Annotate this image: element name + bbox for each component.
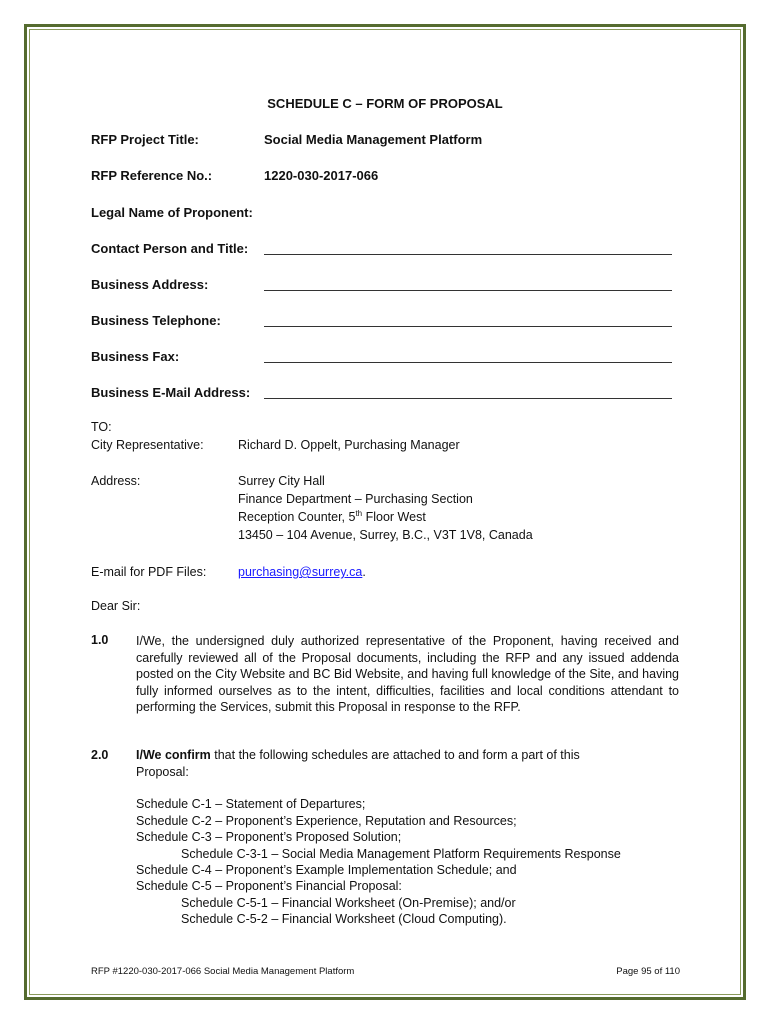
section-text-2-line-2: Proposal: <box>136 765 189 779</box>
address-line-3 <box>238 510 426 524</box>
address-label: Address: <box>91 474 141 488</box>
business-fax-label: Business Fax: <box>91 349 180 364</box>
address-line-3-tail: Floor West <box>362 510 426 524</box>
schedule-subitem: Schedule C-5-1 – Financial Worksheet (On-Premise); and/or <box>181 896 516 910</box>
business-telephone-label: Business Telephone: <box>91 313 221 328</box>
project-title-value: Social Media Management Platform <box>264 132 483 147</box>
business-address-label: Business Address: <box>91 277 209 292</box>
page-title: SCHEDULE C – FORM OF PROPOSAL <box>267 96 503 111</box>
legal-name-label: Legal Name of Proponent: <box>91 205 253 220</box>
confirm-lead: I/We confirm <box>136 748 211 762</box>
reference-label: RFP Reference No.: <box>91 168 213 183</box>
business-address-line[interactable] <box>264 290 672 291</box>
address-line-3-text: Reception Counter, 5 <box>238 510 356 524</box>
section-number-2: 2.0 <box>91 748 109 762</box>
salutation: Dear Sir: <box>91 599 141 613</box>
schedule-item: Schedule C-2 – Proponent’s Experience, Reputation and Resources; <box>136 814 517 828</box>
address-line-4: 13450 – 104 Avenue, Surrey, B.C., V3T 1V8, Canada <box>238 528 533 542</box>
ordinal-suffix: th <box>355 508 363 518</box>
project-title-label: RFP Project Title: <box>91 132 199 147</box>
business-email-label: Business E-Mail Address: <box>91 385 251 400</box>
email-period: . <box>362 565 366 579</box>
business-fax-line[interactable] <box>264 362 672 363</box>
schedule-subitem: Schedule C-3-1 – Social Media Management Platform Requirements Response <box>181 847 621 861</box>
pdf-email-label: E-mail for PDF Files: <box>91 565 207 579</box>
pdf-email-value <box>238 565 366 579</box>
section-text-2-line-1 <box>136 748 580 762</box>
schedule-item: Schedule C-4 – Proponent’s Example Implementation Schedule; and <box>136 863 517 877</box>
confirm-rest: that the following schedules are attached to and form a part of this <box>210 748 580 762</box>
section-text-1: I/We, the undersigned duly authorized representative of the Proponent, having received and carefully reviewed all of the Proposal documents, including the RFP and any issued addenda posted on the City Website and BC Bid Website, and having full knowledge of the Site, and having fully informed ourselves as to the intent, difficulties, facilities and local conditions attendant to performing the Services, submit this Proposal in response to the RFP. <box>136 634 679 715</box>
address-line-1: Surrey City Hall <box>238 474 325 488</box>
footer-document-ref: RFP #1220-030-2017-066 Social Media Management Platform <box>91 966 355 977</box>
business-telephone-line[interactable] <box>264 326 672 327</box>
city-rep-value: Richard D. Oppelt, Purchasing Manager <box>238 438 460 452</box>
city-rep-label: City Representative: <box>91 438 204 452</box>
reference-value: 1220-030-2017-066 <box>264 168 379 183</box>
contact-person-label: Contact Person and Title: <box>91 241 249 256</box>
to-label: TO: <box>91 420 112 434</box>
contact-person-line[interactable] <box>264 254 672 255</box>
footer-page-number: Page 95 of 110 <box>616 966 680 977</box>
business-email-line[interactable] <box>264 398 672 399</box>
schedule-item: Schedule C-1 – Statement of Departures; <box>136 797 366 811</box>
email-link[interactable]: purchasing@surrey.ca <box>238 565 363 579</box>
schedule-item: Schedule C-5 – Proponent’s Financial Proposal: <box>136 879 402 893</box>
schedule-subitem: Schedule C-5-2 – Financial Worksheet (Cloud Computing). <box>181 912 507 926</box>
section-number-1: 1.0 <box>91 633 109 647</box>
address-line-2: Finance Department – Purchasing Section <box>238 492 473 506</box>
schedule-item: Schedule C-3 – Proponent’s Proposed Solution; <box>136 830 402 844</box>
